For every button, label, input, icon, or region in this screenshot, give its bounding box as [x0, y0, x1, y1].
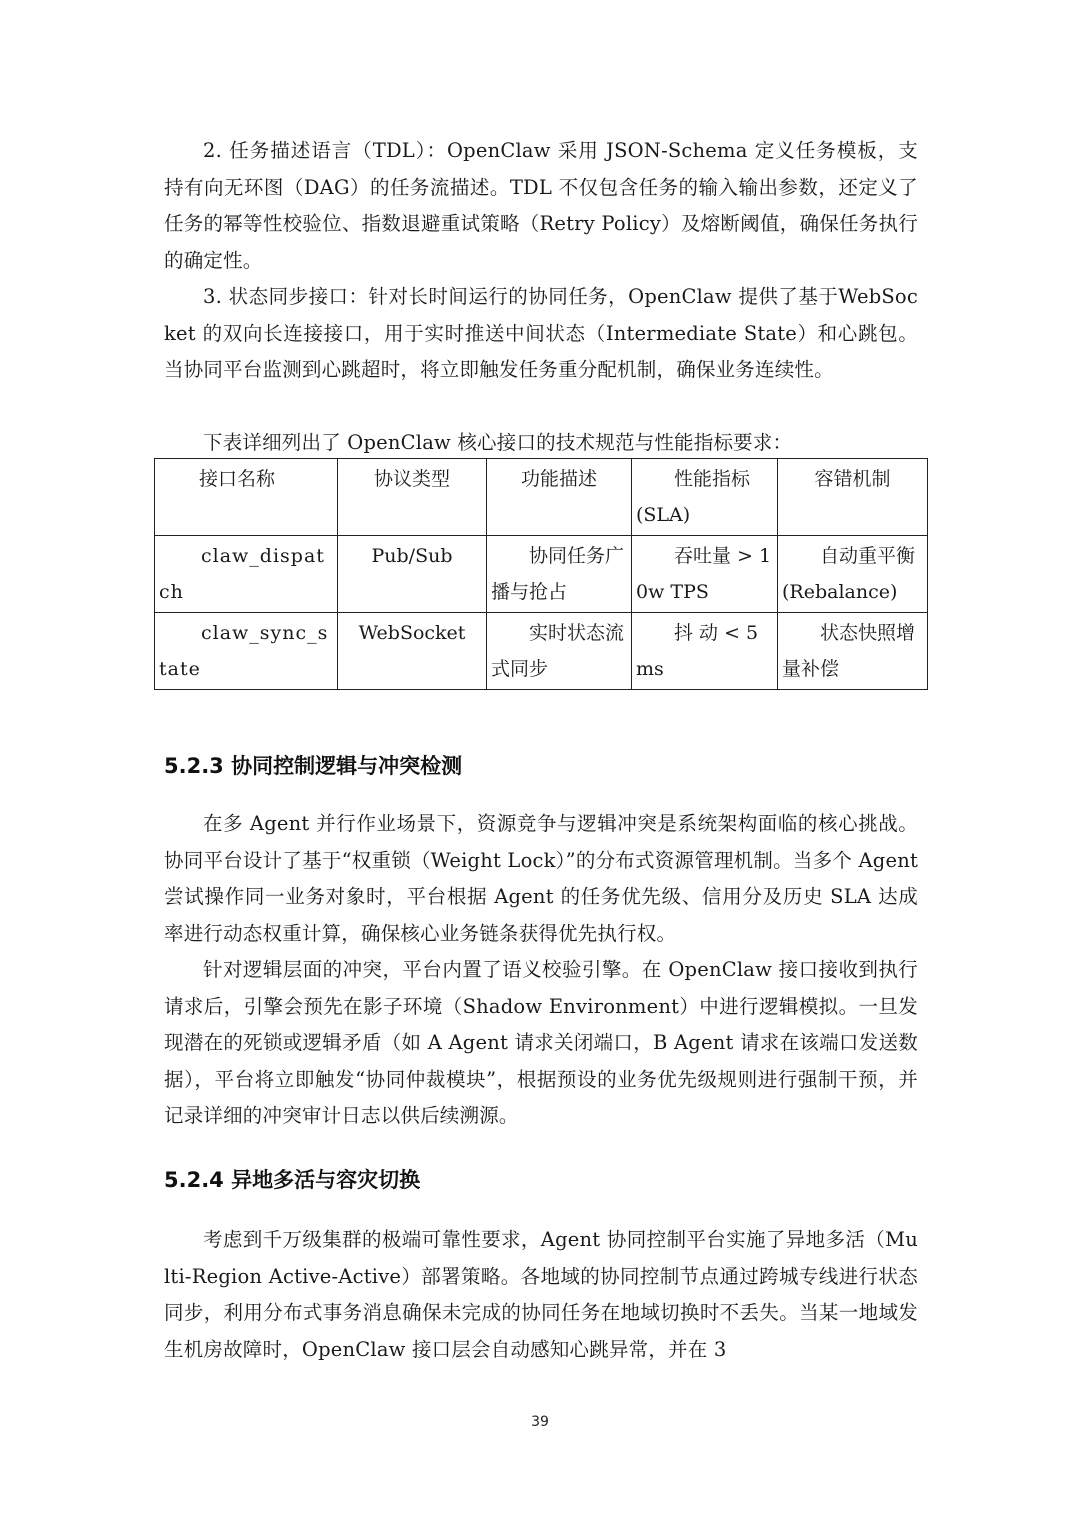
table-cell-description: 实时状态流式同步 — [487, 613, 632, 690]
interface-spec-table — [154, 458, 928, 690]
table-cell-fault-tolerance: 状态快照增量补偿 — [778, 613, 928, 690]
table-cell-description: 协同任务广播与抢占 — [487, 536, 632, 613]
paragraph-multi-region: 考虑到千万级集群的极端可靠性要求，Agent 协同控制平台实施了异地多活（Multi-Region Active-Active）部署策略。各地域的协同控制节点通过跨城专线进行状态同步，利用分布式事务消息确保未完成的协同任务在地域切换时不丢失。当某一地域发生机房故障时，OpenClaw 接口层会自动感知心跳异常，并在 3 — [164, 1228, 918, 1361]
table-cell-name: claw_dispatch — [155, 536, 338, 613]
table-header-cell: 性能指标 (SLA) — [632, 459, 778, 536]
paragraph-conflict-semantic-engine: 针对逻辑层面的冲突，平台内置了语义校验引擎。在 OpenClaw 接口接收到执行请求后，引擎会预先在影子环境（Shadow Environment）中进行逻辑模拟。一旦发现潜在的死锁或逻辑矛盾（如 A Agent 请求关闭端口，B Agent 请求在该端口发送数据），平台将立即触发“协同仲裁模块”，根据预设的业务优先级规则进行强制干预，并记录详细的冲突审计日志以供后续溯源。 — [164, 958, 918, 1127]
table-cell-name: claw_sync_state — [155, 613, 338, 690]
paragraph-conflict-weight-lock: 在多 Agent 并行作业场景下，资源竞争与逻辑冲突是系统架构面临的核心挑战。协同平台设计了基于“权重锁（Weight Lock）”的分布式资源管理机制。当多个 Agent 尝试操作同一业务对象时，平台根据 Agent 的任务优先级、信用分及历史 SLA 达成率进行动态权重计算，确保核心业务链条获得优先执行权。 — [164, 812, 918, 945]
table-row — [155, 613, 928, 690]
table-row — [155, 536, 928, 613]
paragraph-state-sync: 3. 状态同步接口：针对长时间运行的协同任务，OpenClaw 提供了基于WebSocket 的双向长连接接口，用于实时推送中间状态（Intermediate State）和心跳包。当协同平台监测到心跳超时，将立即触发任务重分配机制，确保业务连续性。 — [164, 285, 918, 381]
table-header-cell: 协议类型 — [338, 459, 487, 536]
table-cell-sla: 抖 动 < 5ms — [632, 613, 778, 690]
table-cell-fault-tolerance: 自动重平衡(Rebalance) — [778, 536, 928, 613]
table-header-cell: 功能描述 — [487, 459, 632, 536]
section-heading-5-2-3: 5.2.3 协同控制逻辑与冲突检测 — [164, 754, 463, 778]
table-header-row — [155, 459, 928, 536]
paragraph-tdl: 2. 任务描述语言（TDL）：OpenClaw 采用 JSON-Schema 定义任务模板，支持有向无环图（DAG）的任务流描述。TDL 不仅包含任务的输入输出参数，还定义了任务的幂等性校验位、指数退避重试策略（Retry Policy）及熔断阈值，确保任务执行的确定性。 — [164, 139, 918, 272]
table-header-cell: 容错机制 — [778, 459, 928, 536]
table-cell-protocol: WebSocket — [338, 613, 487, 690]
page-number: 39 — [531, 1414, 549, 1430]
paragraph-table-intro: 下表详细列出了 OpenClaw 核心接口的技术规范与性能指标要求： — [203, 431, 793, 454]
table-header-cell: 接口名称 — [155, 459, 338, 536]
table-cell-protocol: Pub/Sub — [338, 536, 487, 613]
section-heading-5-2-4: 5.2.4 异地多活与容灾切换 — [164, 1168, 421, 1192]
table-cell-sla: 吞吐量 > 10w TPS — [632, 536, 778, 613]
